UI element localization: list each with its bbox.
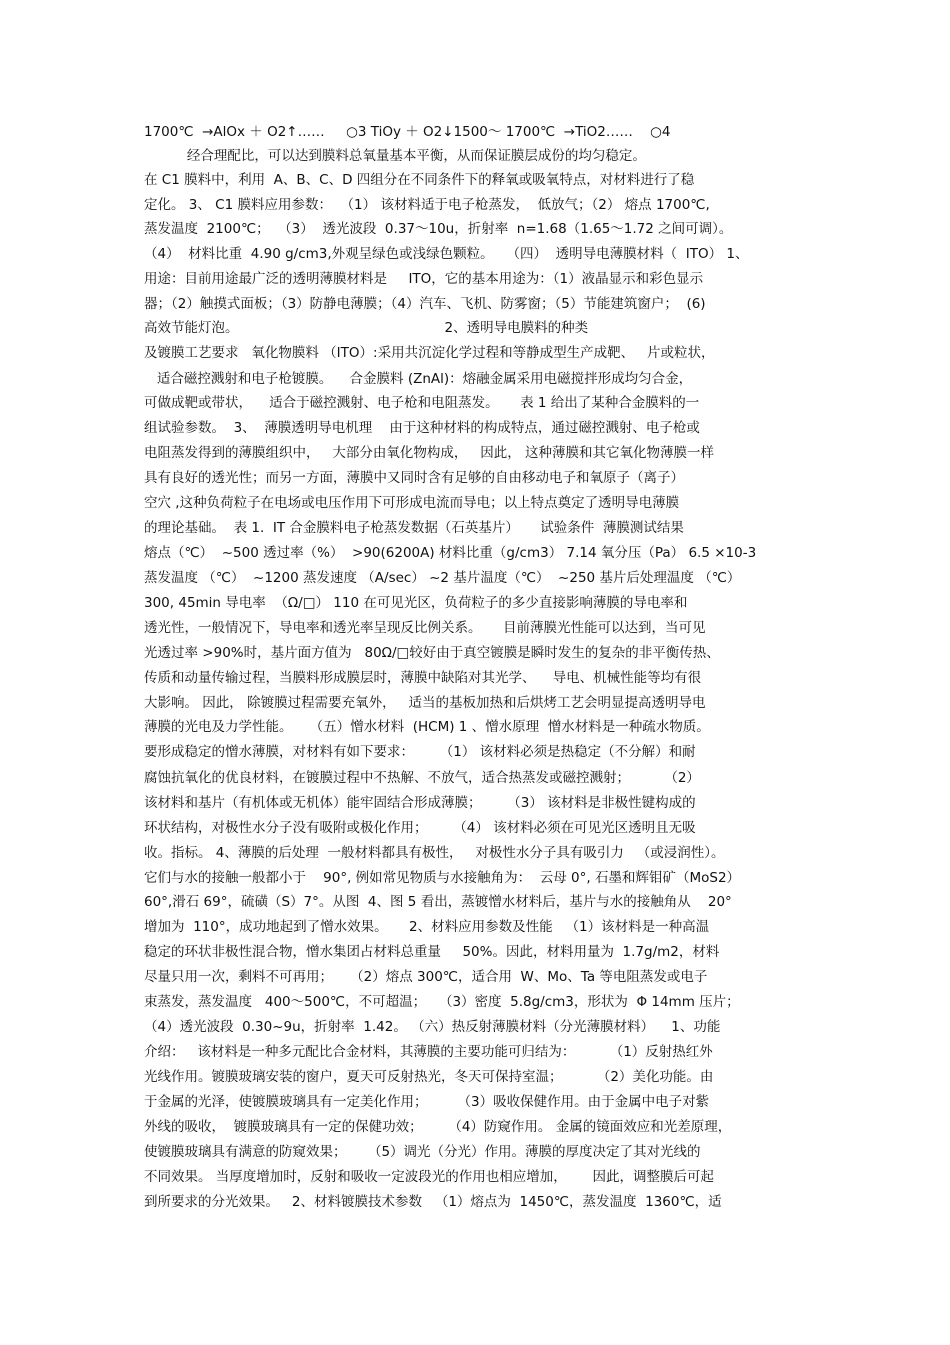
text-line: 空穴 ,这种负荷粒子在电场或电压作用下可形成电流而导电；以上特点奠定了透明导电薄膜: [144, 495, 680, 511]
text-line: 及镀膜工艺要求 氧化物膜料 （ITO）:采用共沉淀化学过程和等静成型生产成靶、 片或粒状，: [144, 345, 715, 361]
text-line: 在 C1 膜料中，利用 A、B、C、D 四组分在不同条件下的释氧或吸氧特点，对材料进行了稳: [144, 172, 695, 188]
text-line: 60°,滑石 69°，硫磺（S）7°。从图 4、图 5 看出，蒸镀憎水材料后，基片与水的接触角从 20°: [144, 894, 732, 910]
text-line: 增加为 110°，成功地起到了憎水效果。 2、材料应用参数及性能 （1）该材料是一种高温: [144, 919, 710, 935]
text-line: 蒸发温度 （℃） ~1200 蒸发速度 （A/sec） ~2 基片温度（℃） ~250 基片后处理温度 （℃）: [144, 570, 741, 586]
text-line: 300, 45min 导电率 （Ω/□） 110 在可见光区，负荷粒子的多少直接影响薄膜的导电率和: [144, 595, 688, 611]
text-line: 透光性，一般情况下，导电率和透光率呈现反比例关系。 目前薄膜光性能可以达到，当可见: [144, 620, 706, 636]
text-line: 腐蚀抗氧化的优良材料，在镀膜过程中不热解、不放气，适合热蒸发或磁控溅射； （2）: [144, 770, 700, 786]
text-line: 使镀膜玻璃具有满意的防窥效果； （5）调光（分光）作用。薄膜的厚度决定了其对光线的: [144, 1144, 701, 1160]
text-line: 定化。 3、 C1 膜料应用参数： （1） 该材料适于电子枪蒸发， 低放气；（2） 熔点 1700℃,: [144, 197, 710, 213]
text-line: 高效节能灯泡。 2、透明导电膜料的种类: [144, 320, 589, 336]
text-line: （4）透光波段 0.30~9u，折射率 1.42。 （六）热反射薄膜材料（分光薄膜材料） 1、功能: [144, 1019, 721, 1035]
text-line: 大影响。 因此， 除镀膜过程需要充氧外， 适当的基板加热和后烘烤工艺会明显提高透明导电: [144, 695, 706, 711]
text-line: 环状结构，对极性水分子没有吸附或极化作用； （4） 该材料必须在可见光区透明且无吸: [144, 820, 696, 836]
text-line: 器；（2）触摸式面板；（3）防静电薄膜；（4）汽车、飞机、防雾窗；（5）节能建筑窗户； (6): [144, 296, 706, 312]
text-line: 1700℃ →AlOx ＋ O2↑…… ○3 TiOy ＋ O2↓1500～ 1700℃ →TiO2…… ○4: [144, 124, 671, 140]
text-line: 用途：目前用途最广泛的透明薄膜材料是 ITO，它的基本用途为：（1）液晶显示和彩色显示: [144, 271, 704, 287]
text-line: 稳定的环状非极性混合物，憎水集团占材料总重量 50%。因此，材料用量为 1.7g/m2，材料: [144, 944, 720, 960]
text-line: 具有良好的透光性；而另一方面，薄膜中又同时含有足够的自由移动电子和氧原子（离子）: [144, 470, 684, 486]
text-line: 组试验参数。 3、 薄膜透明导电机理 由于这种材料的构成特点，通过磁控溅射、电子枪或: [144, 420, 700, 436]
text-line: 光线作用。镀膜玻璃安装的窗户，夏天可反射热光，冬天可保持室温； （2）美化功能。由: [144, 1069, 714, 1085]
text-line: 束蒸发，蒸发温度 400～500℃，不可超温； （3）密度 5.8g/cm3，形状为 Φ 14mm 压片；: [144, 994, 740, 1010]
text-line: 电阻蒸发得到的薄膜组织中， 大部分由氧化物构成， 因此， 这种薄膜和其它氧化物薄膜一样: [144, 445, 715, 461]
text-line: 熔点（℃） ~500 透过率（%） >90(6200A) 材料比重（g/cm3） 7.14 氧分压（Pa） 6.5 ×10-3: [144, 545, 757, 561]
text-line: 外线的吸收， 镀膜玻璃具有一定的保健功效； （4）防窥作用。 金属的镜面效应和光差原理，: [144, 1119, 732, 1135]
text-line: 要形成稳定的憎水薄膜，对材料有如下要求： （1） 该材料必须是热稳定（不分解）和耐: [144, 744, 696, 760]
text-line: 光透过率 >90%时，基片面方值为 80Ω/□较好由于真空镀膜是瞬时发生的复杂的非平衡传热、: [144, 645, 720, 661]
text-line: 到所要求的分光效果。 2、材料镀膜技术参数 （1）熔点为 1450℃，蒸发温度 1360℃，适: [144, 1194, 722, 1210]
text-line: 尽量只用一次，剩料不可再用； （2）熔点 300℃，适合用 W、Mo、Ta 等电阻蒸发或电子: [144, 969, 708, 985]
text-line: 不同效果。 当厚度增加时，反射和吸收一定波段光的作用也相应增加， 因此，调整膜后可起: [144, 1169, 715, 1185]
text-line: 于金属的光泽，使镀膜玻璃具有一定美化作用； （3）吸收保健作用。由于金属中电子对紫: [144, 1094, 710, 1110]
text-line: 可做成靶或带状， 适合于磁控溅射、电子枪和电阻蒸发。 表 1 给出了某种合金膜料的一: [144, 395, 700, 411]
text-line: 传质和动量传输过程，当膜料形成膜层时，薄膜中缺陷对其光学、 导电、机械性能等均有很: [144, 670, 702, 686]
text-line: 经合理配比，可以达到膜料总氧量基本平衡，从而保证膜层成份的均匀稳定。: [144, 148, 646, 164]
text-line: 适合磁控溅射和电子枪镀膜。 合金膜料 (ZnAl)：熔融金属采用电磁搅拌形成均匀合金，: [144, 371, 693, 387]
text-line: 薄膜的光电及力学性能。 （五）憎水材料 (HCM) 1 、憎水原理 憎水材料是一种疏水物质。: [144, 719, 710, 735]
text-line: 介绍： 该材料是一种多元配比合金材料，其薄膜的主要功能可归结为： （1）反射热红外: [144, 1044, 713, 1060]
text-line: 该材料和基片（有机体或无机体）能牢固结合形成薄膜； （3） 该材料是非极性键构成的: [144, 795, 696, 811]
text-line: （4） 材料比重 4.90 g/cm3,外观呈绿色或浅绿色颗粒。 （四） 透明导电薄膜材料（ ITO） 1、: [144, 246, 749, 262]
text-line: 它们与水的接触一般都小于 90°, 例如常见物质与水接触角为： 云母 0°, 石墨和辉钼矿（MoS2）: [144, 870, 741, 886]
text-line: 的理论基础。 表 1. IT 合金膜料电子枪蒸发数据（石英基片） 试验条件 薄膜测试结果: [144, 520, 684, 536]
text-line: 蒸发温度 2100℃； （3） 透光波段 0.37～10u，折射率 n=1.68（1.65～1.72 之间可调）。: [144, 221, 733, 237]
text-line: 收。指标。 4、薄膜的后处理 一般材料都具有极性， 对极性水分子具有吸引力 （或浸润性）。: [144, 845, 725, 861]
